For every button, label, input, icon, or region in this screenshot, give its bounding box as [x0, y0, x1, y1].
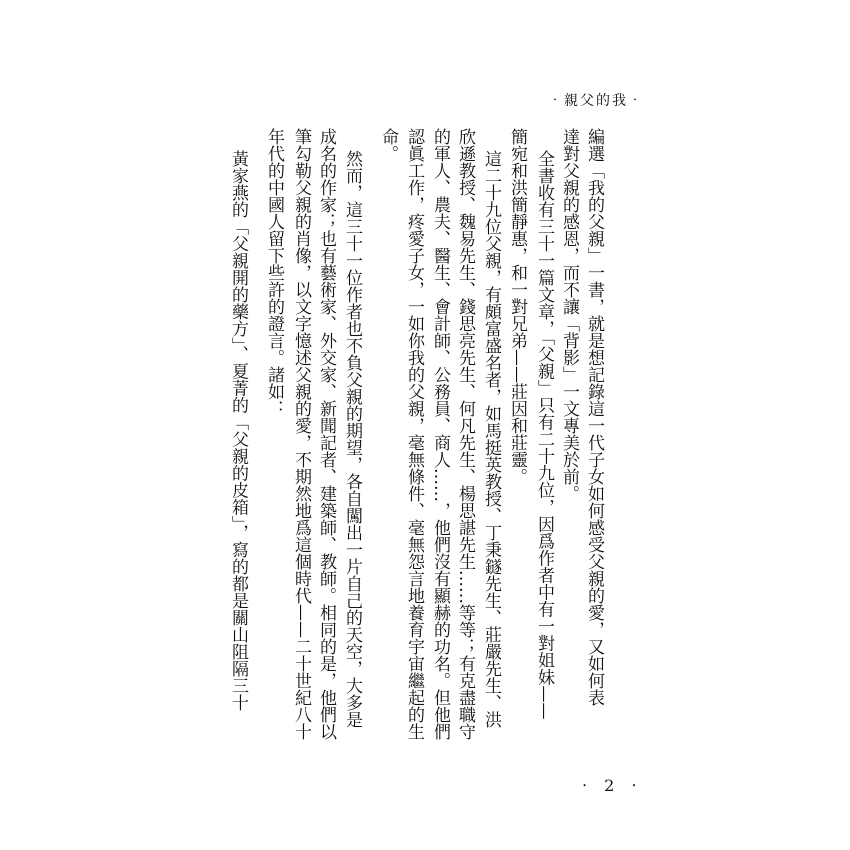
text-column: 全書收有三十一篇文章，「父親」只有二十九位，因爲作者中有一對姐妹—— — [534, 150, 554, 720]
running-header: ‧親父的我‧ — [548, 93, 644, 109]
text-column: 達對父親的感恩，而不讓「背影」一文專美於前。 — [559, 128, 579, 502]
text-column: 筆勾勒父親的肖像，以文字憶述父親的愛，不期然地爲這個時代——二十世紀八十 — [291, 128, 311, 740]
text-column: 命。 — [378, 128, 398, 162]
text-column: 認眞工作，疼愛子女，一如你我的父親，毫無條件、毫無怨言地養育宇宙繼起的生 — [404, 128, 424, 740]
text-column: 黃家燕的「父親開的藥方」、夏菁的「父親的皮箱」，寫的都是關山阻隔三十 — [228, 150, 248, 711]
text-column: 這二十九位父親，有頗富盛名者，如馬挺英教授、丁秉鐩先生、莊嚴先生、洪 — [481, 150, 501, 728]
text-column: 年代的中國人留下些許的證言。諸如： — [264, 128, 284, 417]
text-column: 成名的作家；也有藝術家、外交家、新聞記者、建築師、教師。相同的是，他們以 — [316, 128, 336, 740]
text-column: 然而，這三十一位作者也不負父親的期望，各自闖出一片自己的天空，大多是 — [342, 150, 362, 728]
text-column: 的軍人、農夫、醫生、會計師、公務員、商人……，他們沒有顯赫的功名。但他們 — [430, 128, 450, 740]
text-column: 欣遜教授、魏易先生、錢思亮先生、何凡先生、楊思諶先生……等等；有克盡職守 — [455, 128, 475, 740]
page-number: ‧ 2 ‧ — [582, 776, 643, 795]
text-column: 簡宛和洪簡靜惠，和一對兄弟——莊因和莊靈。 — [507, 128, 527, 485]
text-column: 編選「我的父親」一書，就是想記錄這一代子女如何感受父親的愛，又如何表 — [584, 128, 604, 706]
